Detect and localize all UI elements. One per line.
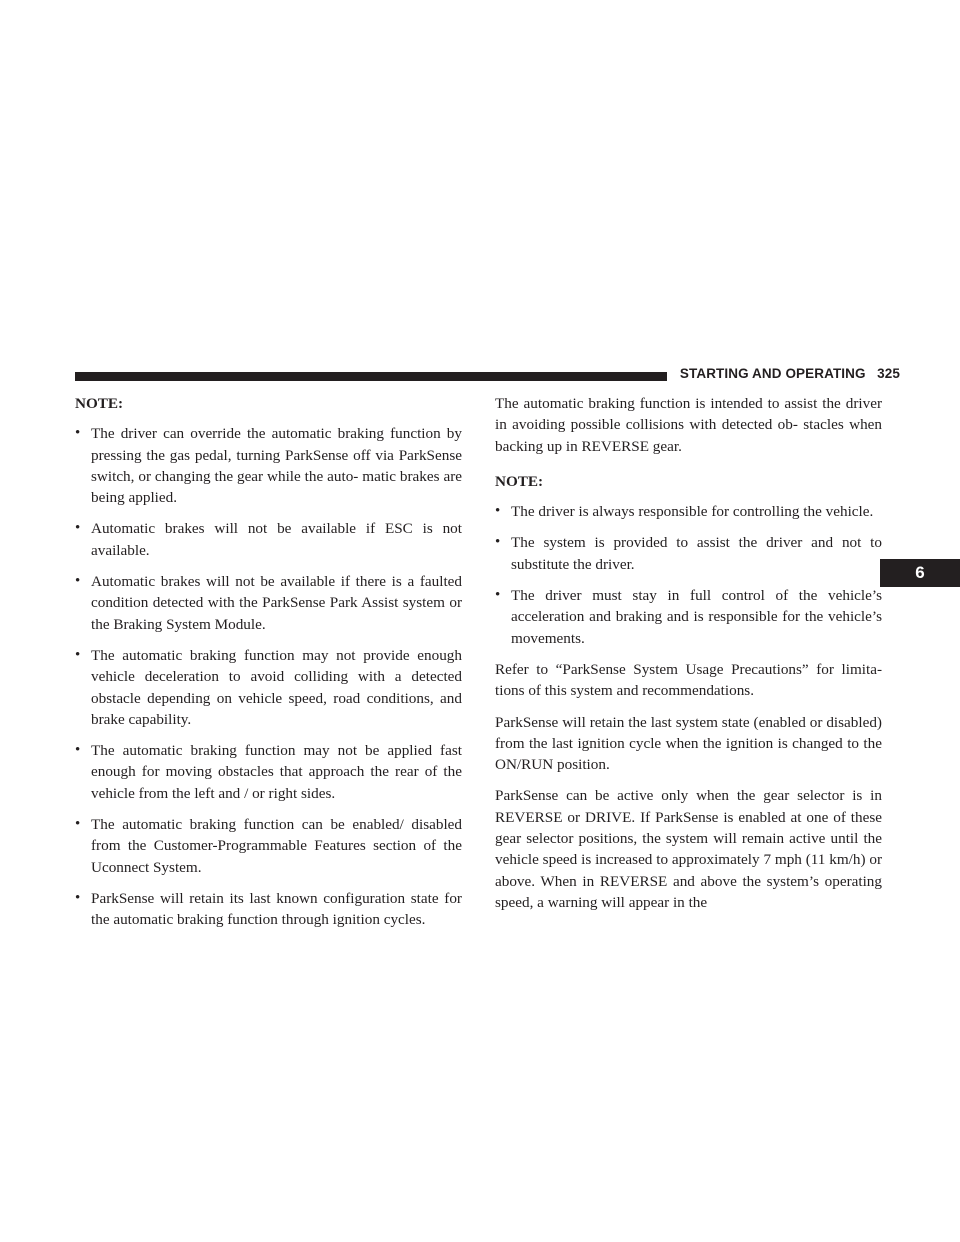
list-item <box>75 571 462 635</box>
right-bullet-list <box>495 501 882 649</box>
list-item-text: The driver is always responsible for controlling the vehicle. <box>511 503 874 521</box>
note-heading: NOTE: <box>495 472 544 490</box>
list-item <box>495 532 882 575</box>
left-bullet-list <box>75 423 462 930</box>
body-paragraph: ParkSense can be active only when the gear selector is in REVERSE or DRIVE. If ParkSense is enabled at one of these gear selector positions, the system will remain active until the vehicle speed is increased to approximately 7 mph (11 km/h) or above. When in REVERSE and above the system’s operating speed, a warning will appear in the <box>495 787 882 911</box>
body-paragraph: Refer to “ParkSense System Usage Precautions” for limita- tions of this system and recommendations. <box>495 660 882 700</box>
body-paragraph: ParkSense will retain the last system state (enabled or disabled) from the last ignition cycle when the ignition is changed to the ON/RUN position. <box>495 713 882 774</box>
list-item <box>495 585 882 649</box>
left-column <box>75 393 462 941</box>
list-item <box>75 645 462 730</box>
list-item-text: The system is provided to assist the driver and not to substitute the driver. <box>511 534 882 573</box>
bullet-icon: • <box>75 889 81 906</box>
bullet-icon: • <box>495 534 501 551</box>
list-item-text: The automatic braking function can be enabled/ disabled from the Customer-Programmable Features section of the Uconnect System. <box>91 816 462 876</box>
list-item <box>75 423 462 508</box>
running-header <box>677 366 900 381</box>
intro-paragraph: The automatic braking function is intended to assist the driver in avoiding possible collisions with detected ob- stacles when backing up in REVERSE gear. <box>495 395 882 455</box>
section-title: STARTING AND OPERATING <box>679 366 866 381</box>
list-item <box>75 518 462 561</box>
bullet-icon: • <box>75 520 81 537</box>
list-item <box>75 888 462 931</box>
chapter-number: 6 <box>915 563 925 582</box>
bullet-icon: • <box>495 503 501 520</box>
bullet-icon: • <box>75 425 81 442</box>
list-item-text: The automatic braking function may not provide enough vehicle deceleration to avoid colliding with a detected obstacle depending on vehicle speed, road conditions, and brake capability. <box>91 646 462 728</box>
bullet-icon: • <box>75 646 81 663</box>
list-item-text: The driver must stay in full control of the vehicle’s acceleration and braking and is responsible for the vehicle’s movements. <box>511 587 882 647</box>
bullet-icon: • <box>75 573 81 590</box>
chapter-tab <box>880 559 960 587</box>
list-item <box>75 740 462 804</box>
list-item-text: The driver can override the automatic braking function by pressing the gas pedal, turning ParkSense off via ParkSense switch, or changing the gear while the auto- matic brakes are being applied. <box>91 425 462 507</box>
list-item-text: Automatic brakes will not be available if ESC is not available. <box>91 520 462 559</box>
page-number: 325 <box>877 366 900 381</box>
header-rule <box>75 372 667 381</box>
list-item-text: The automatic braking function may not be applied fast enough for moving obstacles that approach the rear of the vehicle from the left and / or right sides. <box>91 742 462 802</box>
list-item-text: Automatic brakes will not be available if there is a faulted condition detected with the ParkSense Park Assist system or the Braking System Module. <box>91 573 462 633</box>
right-column <box>495 393 882 923</box>
list-item-text: ParkSense will retain its last known configuration state for the automatic braking function through ignition cycles. <box>91 889 462 929</box>
note-heading: NOTE: <box>75 395 124 412</box>
list-item <box>495 501 882 522</box>
list-item <box>75 814 462 878</box>
bullet-icon: • <box>75 816 81 833</box>
bullet-icon: • <box>75 742 81 759</box>
bullet-icon: • <box>495 587 501 604</box>
